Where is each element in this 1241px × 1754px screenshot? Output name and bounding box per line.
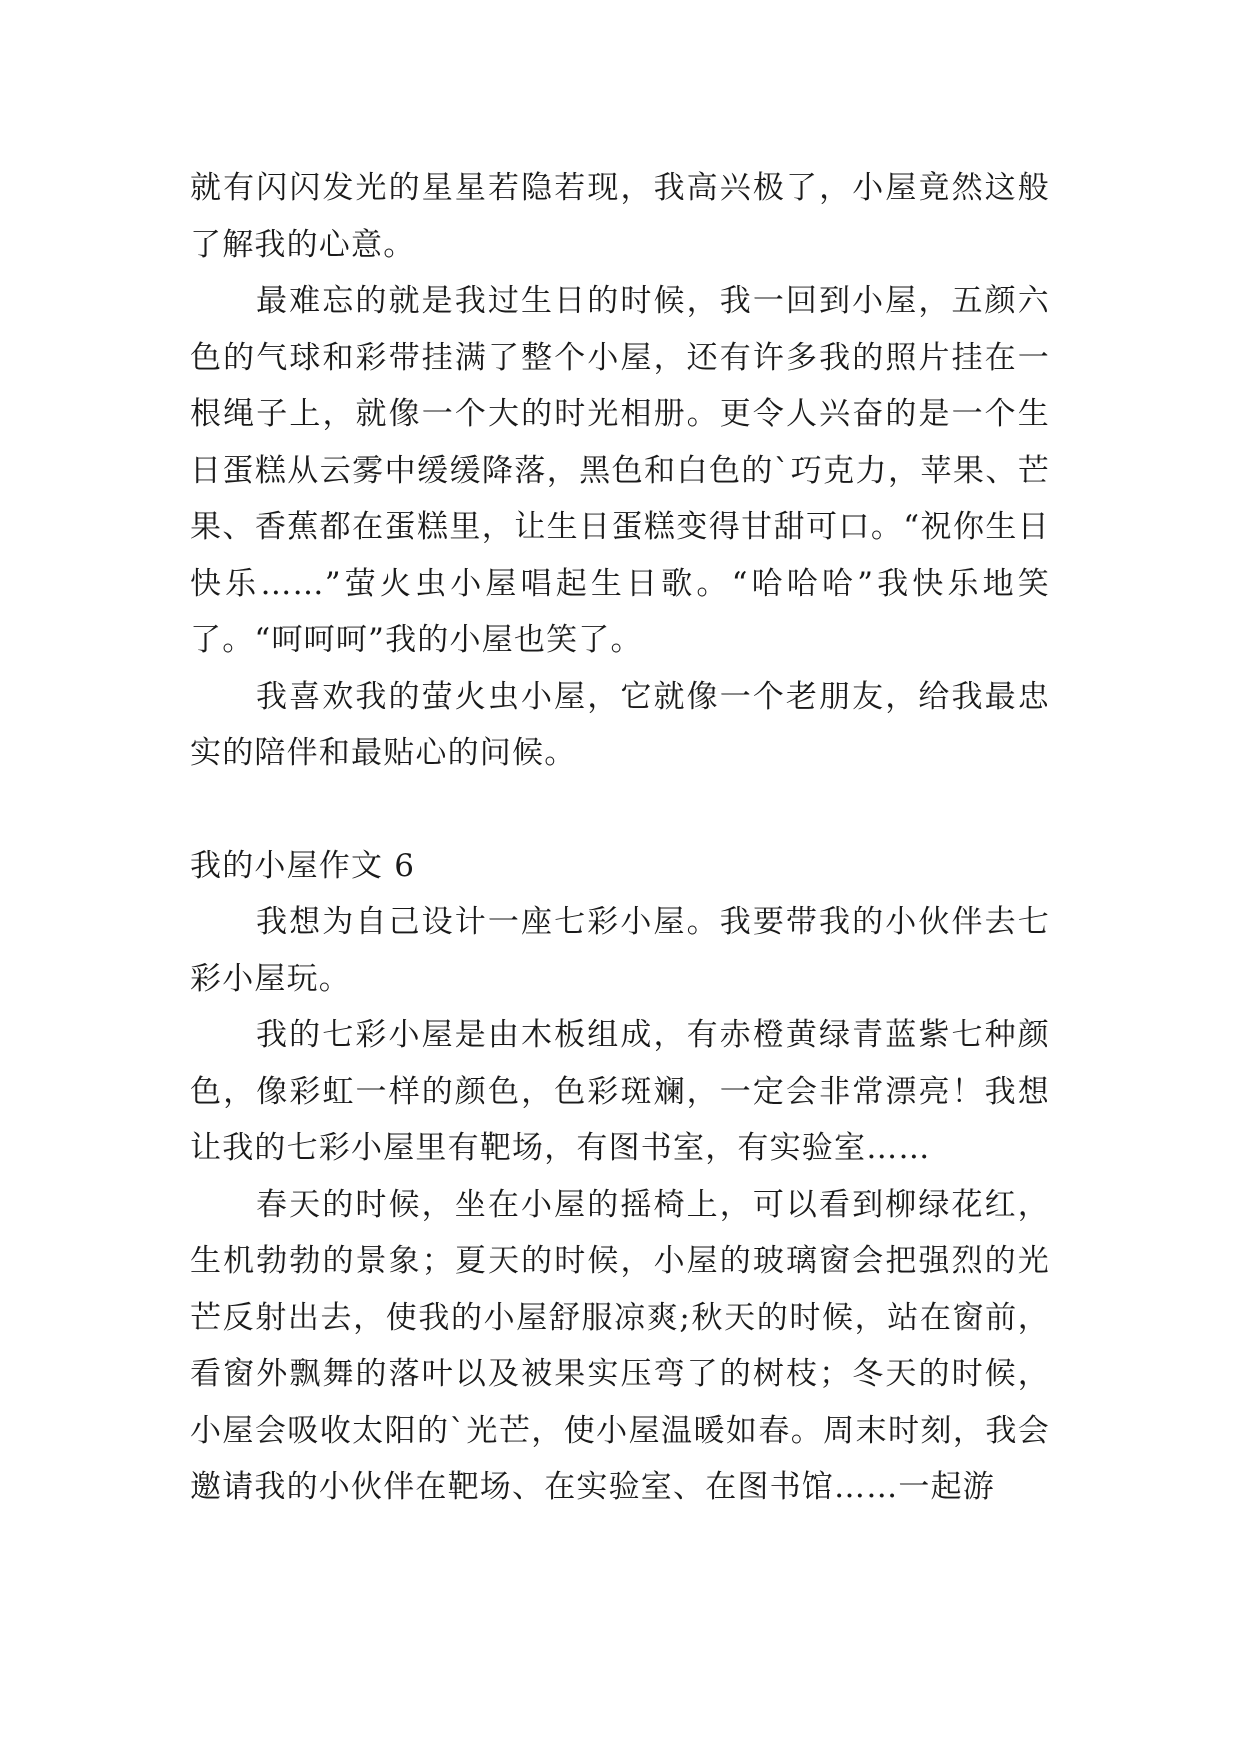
paragraph-rainbow-house: 我的七彩小屋是由木板组成，有赤橙黄绿青蓝紫七种颜色，像彩虹一样的颜色，色彩斑斓，一定会非常漂亮！我想让我的七彩小屋里有靶场，有图书室，有实验室…… [190, 1017, 1050, 1166]
section-title: 我的小屋作文 6 [190, 847, 416, 884]
paragraph-birthday: 最难忘的就是我过生日的时候，我一回到小屋，五颜六色的气球和彩带挂满了整个小屋，还有许多我的照片挂在一根绳子上，就像一个大的时光相册。更令人兴奋的是一个生日蛋糕从云雾中缓缓降落，黑色和白色的`巧克力，苹果、芒果、香蕉都在蛋糕里，让生日蛋糕变得甘甜可口。“祝你生日快乐……”萤火虫小屋唱起生日歌。“哈哈哈”我快乐地笑了。“呵呵呵”我的小屋也笑了。 [190, 283, 1050, 658]
document-body [190, 160, 1050, 1516]
paragraph-seasons: 春天的时候，坐在小屋的摇椅上，可以看到柳绿花红，生机勃勃的景象；夏天的时候，小屋的玻璃窗会把强烈的光芒反射出去，使我的小屋舒服凉爽;秋天的时候，站在窗前，看窗外飘舞的落叶以及被果实压弯了的树枝；冬天的时候，小屋会吸收太阳的`光芒，使小屋温暖如春。周末时刻，我会邀请我的小伙伴在靶场、在实验室、在图书馆……一起游 [190, 1186, 1050, 1505]
paragraph-continued: 就有闪闪发光的星星若隐若现，我高兴极了，小屋竟然这般了解我的心意。 [190, 170, 1050, 263]
paragraph-design-house: 我想为自己设计一座七彩小屋。我要带我的小伙伴去七彩小屋玩。 [190, 904, 1050, 997]
paragraph-firefly-house: 我喜欢我的萤火虫小屋，它就像一个老朋友，给我最忠实的陪伴和最贴心的问候。 [190, 678, 1050, 771]
